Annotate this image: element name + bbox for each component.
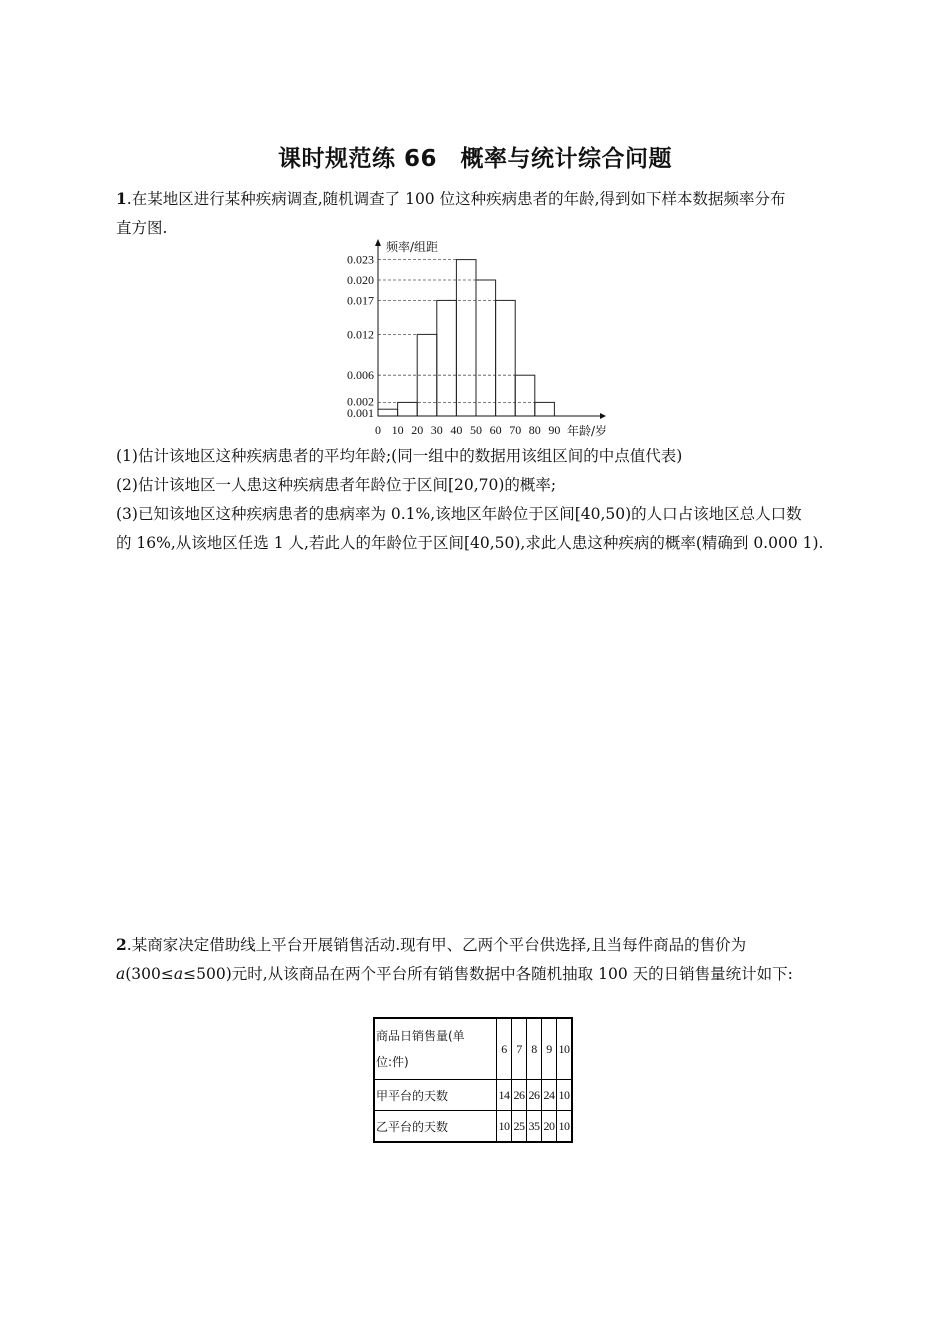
table-header-cell: 10 <box>557 1018 573 1080</box>
table-cell: 10 <box>557 1111 573 1143</box>
x-tick-label: 50 <box>470 423 482 437</box>
histogram-bar <box>535 402 555 416</box>
table-header-cell: 7 <box>512 1018 527 1080</box>
table-row <box>374 1111 572 1143</box>
table-cell: 20 <box>542 1111 557 1143</box>
y-axis-arrow <box>375 239 381 246</box>
table-cell: 10 <box>497 1111 512 1143</box>
table-cell: 24 <box>542 1080 557 1111</box>
y-tick-labels <box>347 253 374 421</box>
table-header-cell: 9 <box>542 1018 557 1080</box>
question-1-subquestions <box>116 442 834 558</box>
x-tick-label: 30 <box>430 423 443 437</box>
histogram-bar <box>437 300 457 416</box>
x-tick-label: 0 <box>375 423 381 437</box>
table-header-cell: 6 <box>497 1018 512 1080</box>
y-tick-label: 0.020 <box>347 273 374 287</box>
histogram-bars <box>378 260 554 416</box>
sales-table <box>373 1017 573 1143</box>
table-header-label <box>374 1018 497 1080</box>
table-cell: 25 <box>512 1111 527 1143</box>
x-tick-label: 40 <box>450 423 463 437</box>
header-label-line2: 位:件) <box>376 1055 409 1069</box>
frequency-histogram <box>330 234 620 440</box>
variable-a-2: a <box>173 965 184 983</box>
x-axis-label: 年龄/岁 <box>567 424 608 438</box>
row-label-jia: 甲平台的天数 <box>374 1080 497 1111</box>
x-tick-label: 70 <box>509 423 522 437</box>
x-tick-label: 80 <box>528 423 541 437</box>
header-label-line1: 商品日销售量(单 <box>376 1029 465 1043</box>
page-title: 课时规范练 66 概率与统计综合问题 <box>277 146 672 172</box>
table-header-row <box>374 1018 572 1080</box>
y-tick-label: 0.001 <box>347 406 374 421</box>
table-cell: 26 <box>527 1080 542 1111</box>
histogram-bar <box>378 409 398 416</box>
x-tick-label: 90 <box>548 423 561 437</box>
histogram-bar <box>456 260 476 416</box>
question-1-sub2: (2)估计该地区一人患这种疾病患者年龄位于区间[20,70)的概率; <box>116 476 557 494</box>
x-tick-labels <box>375 423 560 437</box>
table-cell: 14 <box>497 1080 512 1111</box>
table-cell: 26 <box>512 1080 527 1111</box>
y-tick-label: 0.006 <box>347 368 374 383</box>
y-tick-label: 0.023 <box>347 252 374 267</box>
variable-a: a <box>116 965 126 983</box>
question-1-sub3-line1: (3)已知该地区这种疾病患者的患病率为 0.1%,该地区年龄位于区间[40,50)的人口占该地区总人口数 <box>116 505 802 523</box>
question-2-line1: .某商家决定借助线上平台开展销售活动.现有甲、乙两个平台供选择,且当每件商品的售价为 <box>126 936 747 954</box>
question-1-sub3-line2: 的 16%,从该地区任选 1 人,若此人的年龄位于区间[40,50),求此人患这种疾病的概率(精确到 0.000 1). <box>116 534 824 552</box>
histogram-bar <box>515 375 535 416</box>
question-1-line1: .在某地区进行某种疾病调查,随机调查了 100 位这种疾病患者的年龄,得到如下样本数据频率分布 <box>126 190 786 208</box>
y-tick-label: 0.002 <box>347 394 374 409</box>
table-row <box>374 1080 572 1111</box>
question-2-number: 2 <box>116 935 127 954</box>
y-tick-label: 0.017 <box>347 293 374 308</box>
question-2-range-open: (300≤ <box>125 965 174 983</box>
histogram-bar <box>496 300 516 416</box>
question-1-sub1: (1)估计该地区这种疾病患者的平均年龄;(同一组中的数据用该组区间的中点值代表) <box>116 447 683 465</box>
x-tick-label: 10 <box>391 423 404 437</box>
question-1-number: 1 <box>116 189 127 208</box>
table-cell: 35 <box>527 1111 542 1143</box>
x-tick-label: 20 <box>411 423 424 437</box>
x-axis-arrow <box>600 413 606 419</box>
histogram-bar <box>398 402 418 416</box>
table-header-cell: 8 <box>527 1018 542 1080</box>
row-label-yi: 乙平台的天数 <box>374 1111 497 1143</box>
table-cell: 10 <box>557 1080 573 1111</box>
question-2-line2-rest: ≤500)元时,从该商品在两个平台所有销售数据中各随机抽取 100 天的日销售量统计如下: <box>183 965 793 983</box>
question-1-line2: 直方图. <box>116 219 168 237</box>
x-tick-label: 60 <box>489 423 502 437</box>
question-2-stem <box>116 930 834 989</box>
y-axis-label: 频率/组距 <box>386 240 439 254</box>
y-tick-label: 0.012 <box>347 327 374 342</box>
